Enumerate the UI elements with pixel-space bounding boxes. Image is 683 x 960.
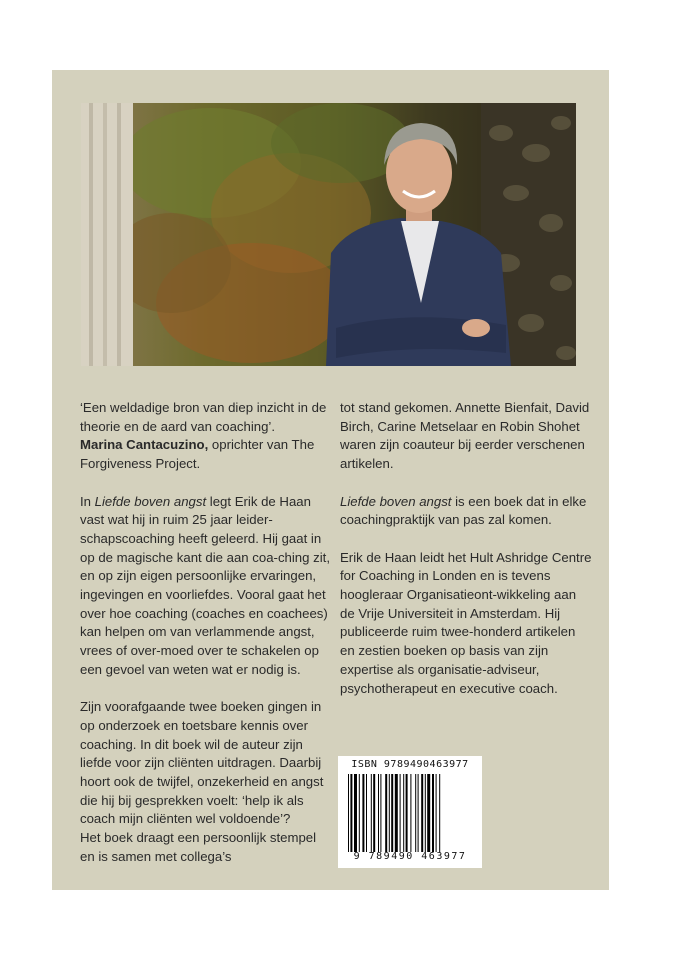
recommendation-text: is een boek dat in elke coachingpraktijk van pas zal komen. [340,493,587,528]
author-photo-illustration [81,103,576,366]
coauthors-paragraph: tot stand gekomen. Annette Bienfait, David Birch, Carine Metselaar en Robin Shohet waren zijn coauteur bij eerder verschenen artikelen. [340,400,590,472]
recommendation-paragraph [340,493,592,530]
review-quote [80,399,332,474]
barcode-bars [348,774,474,852]
summary-intro: In [80,493,95,509]
quote-author-role: oprichter van The Forgiveness Project. [80,437,315,472]
personal-stamp-paragraph: Het boek draagt een persoonlijk stempel en is samen met collega’s [80,830,317,864]
quote-author: Marina Cantacuzino, [80,437,209,453]
author-photo [81,103,576,366]
isbn-barcode [338,756,482,868]
previous-books-paragraph: Zijn voorafgaande twee boeken gingen in op onderzoek en toetsbare kennis over coaching. In dit boek wil de auteur zijn liefde voor zijn cliënten uitdragen. Daarbij hoort ook de twijfel, onzekerheid en angst die hij bij gesprekken voelt: ‘help ik als coach mijn cliënten wel voldoende’? [80,699,324,827]
quote-text: ‘Een weldadige bron van diep inzicht in de theorie en de aard van coaching’. [80,400,327,434]
right-text-column [340,399,592,717]
isbn-digits: 9 789490 463977 [353,851,467,862]
book-title-italic-2: Liefde boven angst [340,493,452,509]
left-text-column [80,399,332,885]
book-summary-paragraph [80,493,332,680]
summary-text: legt Erik de Haan vast wat hij in ruim 25 jaar leider-schapscoaching heeft geleerd. Hij gaat in op de magische kant die aan coa-ching zit, en op zijn eigen persoonlijke ervaringen, ingevingen en voorliefdes. Vooral gaat het over hoe coaching (coaches en coachees) kan helpen om van verlammende angst, vrees of over-moed over te schakelen op een gevoel van weten wat er nodig is. [80,493,330,677]
book-title-italic: Liefde boven angst [94,493,207,509]
isbn-label: ISBN 9789490463977 [351,759,469,770]
author-bio-paragraph: Erik de Haan leidt het Hult Ashridge Centre for Coaching in Londen en is tevens hoogleraar Organisatieont-wikkeling aan de Vrije Universiteit in Amsterdam. Hij publiceerde ruim twee-honderd artikelen en zestien boeken op basis van zijn expertise als organisatie-adviseur, psychotherapeut en executive coach. [340,549,592,696]
